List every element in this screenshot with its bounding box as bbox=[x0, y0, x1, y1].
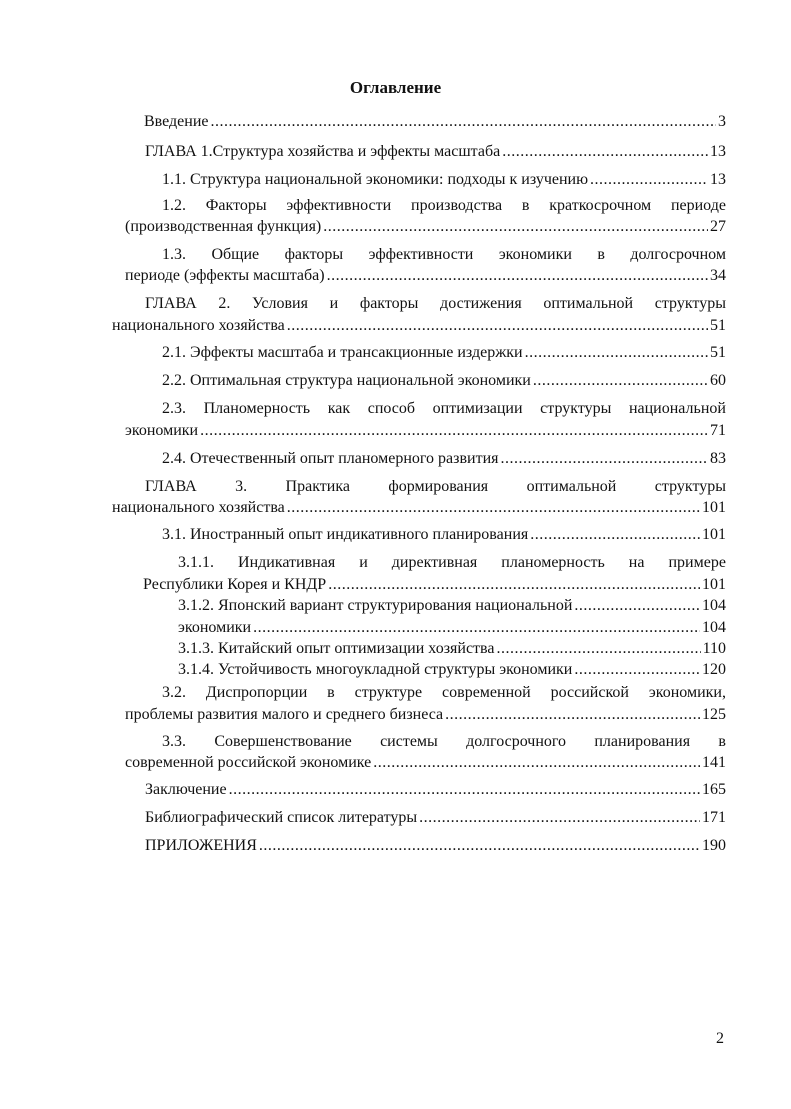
word: системы bbox=[380, 733, 438, 750]
word: экономики bbox=[498, 246, 572, 263]
toc-text: национального хозяйства bbox=[112, 499, 285, 516]
toc-entry-3-3-line1[interactable] bbox=[162, 731, 726, 753]
leader-dots bbox=[287, 315, 708, 337]
toc-text: Введение bbox=[144, 113, 209, 130]
word: структуры bbox=[540, 400, 612, 417]
word: долгосрочном bbox=[630, 246, 726, 263]
toc-text: ПРИЛОЖЕНИЯ bbox=[145, 837, 257, 854]
word: ГЛАВА bbox=[145, 478, 197, 495]
leader-dots bbox=[373, 752, 700, 774]
toc-entry-2-2[interactable] bbox=[162, 370, 726, 392]
word: периоде bbox=[670, 197, 726, 214]
word: примере bbox=[668, 554, 726, 571]
word: факторы bbox=[359, 295, 419, 312]
toc-text: 3.1. Иностранный опыт индикативного планирования bbox=[162, 526, 529, 543]
toc-page: 101 bbox=[702, 576, 726, 593]
word: способ bbox=[367, 400, 416, 417]
page-title: Оглавление bbox=[349, 78, 442, 97]
toc-entry-3-1-4[interactable] bbox=[178, 659, 726, 681]
toc-page: 101 bbox=[702, 499, 726, 516]
word: 1.3. bbox=[162, 246, 186, 263]
toc-text: проблемы развития малого и среднего бизнеса bbox=[125, 706, 444, 723]
toc-entry-1-3-line1[interactable] bbox=[162, 244, 726, 266]
toc-entry-3-1-1-line1[interactable] bbox=[178, 552, 726, 574]
word: производства bbox=[411, 197, 503, 214]
toc-text: экономики bbox=[125, 422, 199, 439]
toc-page: 51 bbox=[710, 317, 726, 334]
toc-entry-2-3-line2[interactable] bbox=[125, 420, 726, 442]
word: национальной bbox=[628, 400, 726, 417]
toc-text: (производственная функция) bbox=[125, 218, 322, 235]
word: Условия bbox=[251, 295, 308, 312]
word: достижения bbox=[440, 295, 522, 312]
toc-entry-chapter-2-line2[interactable] bbox=[112, 315, 726, 337]
toc-text: 2.1. Эффекты масштаба и трансакционные издержки bbox=[162, 344, 523, 361]
toc-text: национального хозяйства bbox=[112, 317, 285, 334]
leader-dots bbox=[287, 497, 700, 519]
word: Практика bbox=[285, 478, 350, 495]
word: 3. bbox=[235, 478, 248, 495]
toc-entry-2-3-line1[interactable] bbox=[162, 398, 726, 420]
word: оптимизации bbox=[432, 400, 523, 417]
word: Диспропорции bbox=[205, 684, 308, 701]
toc-entry-bibliography[interactable] bbox=[145, 807, 726, 829]
toc-text: Заключение bbox=[145, 781, 227, 798]
toc-text: ГЛАВА 1.Структура хозяйства и эффекты масштаба bbox=[145, 143, 501, 160]
word: современной bbox=[442, 684, 531, 701]
leader-dots bbox=[501, 448, 708, 470]
toc-entry-chapter-1[interactable] bbox=[145, 141, 726, 163]
leader-dots bbox=[200, 420, 708, 442]
leader-dots bbox=[229, 779, 700, 801]
word: 2.3. bbox=[162, 400, 186, 417]
word: российской bbox=[550, 684, 629, 701]
toc-entry-1-2-line2[interactable] bbox=[125, 216, 726, 238]
toc-page: 13 bbox=[710, 171, 726, 188]
word: структуре bbox=[354, 684, 423, 701]
word: 3.3. bbox=[162, 733, 186, 750]
word: как bbox=[327, 400, 351, 417]
word: структуры bbox=[654, 295, 726, 312]
leader-dots bbox=[253, 617, 700, 639]
toc-entry-conclusion[interactable] bbox=[145, 779, 726, 801]
word: факторы bbox=[284, 246, 344, 263]
leader-dots bbox=[259, 835, 700, 857]
toc-entry-1-3-line2[interactable] bbox=[125, 265, 726, 287]
toc-page: 171 bbox=[702, 809, 726, 826]
toc-page: 165 bbox=[702, 781, 726, 798]
toc-text: 3.1.2. Японский вариант структурирования национальной bbox=[178, 597, 573, 614]
toc-page: 51 bbox=[710, 344, 726, 361]
word: оптимальной bbox=[543, 295, 634, 312]
toc-entry-chapter-3-line1[interactable] bbox=[145, 476, 726, 498]
toc-entry-1-1[interactable] bbox=[162, 169, 726, 191]
word: структуры bbox=[654, 478, 726, 495]
word: Планомерность bbox=[203, 400, 311, 417]
word: Совершенствование bbox=[214, 733, 352, 750]
word: Индикативная bbox=[238, 554, 336, 571]
word: и bbox=[359, 554, 368, 571]
toc-page: 71 bbox=[710, 422, 726, 439]
leader-dots bbox=[419, 807, 700, 829]
page-number: 2 bbox=[716, 1030, 724, 1047]
toc-entry-3-2-line1[interactable] bbox=[162, 682, 726, 704]
toc-page: 60 bbox=[710, 372, 726, 389]
word: планомерность bbox=[501, 554, 605, 571]
toc-text: Библиографический список литературы bbox=[145, 809, 418, 826]
word: краткосрочном bbox=[549, 197, 652, 214]
word: оптимальной bbox=[526, 478, 617, 495]
word: и bbox=[329, 295, 339, 312]
word: на bbox=[628, 554, 645, 571]
leader-dots bbox=[327, 265, 708, 287]
toc-page: 104 bbox=[702, 619, 726, 636]
toc-page: 3 bbox=[718, 113, 726, 130]
toc-text: 3.1.3. Китайский опыт оптимизации хозяйства bbox=[178, 640, 495, 657]
toc-entry-3-3-line2[interactable] bbox=[125, 752, 726, 774]
word: ГЛАВА bbox=[145, 295, 197, 312]
leader-dots bbox=[211, 111, 717, 133]
leader-dots bbox=[533, 370, 708, 392]
word: 1.2. bbox=[162, 197, 186, 214]
toc-page: 83 bbox=[710, 450, 726, 467]
toc-page: 141 bbox=[702, 754, 726, 771]
toc-text: 2.2. Оптимальная структура национальной экономики bbox=[162, 372, 531, 389]
toc-page: 104 bbox=[702, 597, 726, 614]
word: эффективности bbox=[368, 246, 474, 263]
toc-text: 2.4. Отечественный опыт планомерного развития bbox=[162, 450, 499, 467]
word: Общие bbox=[211, 246, 260, 263]
toc-entry-appendix[interactable] bbox=[145, 835, 726, 857]
toc-page: 101 bbox=[702, 526, 726, 543]
word: эффективности bbox=[286, 197, 392, 214]
toc-page: 125 bbox=[702, 706, 726, 723]
word: Факторы bbox=[205, 197, 267, 214]
toc-entry-2-4[interactable] bbox=[162, 448, 726, 470]
toc-page: 190 bbox=[702, 837, 726, 854]
toc-text: современной российской экономике bbox=[125, 754, 372, 771]
leader-dots bbox=[328, 574, 700, 596]
leader-dots bbox=[445, 704, 700, 726]
word: в bbox=[327, 684, 335, 701]
toc-page: 120 bbox=[702, 661, 726, 678]
leader-dots bbox=[530, 524, 700, 546]
toc-page: 27 bbox=[710, 218, 726, 235]
toc-text: периоде (эффекты масштаба) bbox=[125, 267, 325, 284]
leader-dots bbox=[502, 141, 708, 163]
word: формирования bbox=[388, 478, 489, 495]
word: планирования bbox=[594, 733, 691, 750]
leader-dots bbox=[323, 216, 708, 238]
toc-entry-3-1-3[interactable] bbox=[178, 638, 726, 660]
toc-entry-3-1-2-cont[interactable] bbox=[178, 617, 726, 639]
toc-entry-intro[interactable] bbox=[144, 111, 726, 133]
toc-text: экономики bbox=[178, 619, 252, 636]
word: в bbox=[597, 246, 605, 263]
word: в bbox=[521, 197, 530, 214]
leader-dots bbox=[574, 659, 700, 681]
word: экономики, bbox=[648, 684, 726, 701]
word: 3.2. bbox=[162, 684, 186, 701]
toc-entry-chapter-2-line1[interactable] bbox=[145, 293, 726, 315]
toc-entry-3-1-2[interactable] bbox=[178, 595, 726, 617]
toc-entry-1-2-line1[interactable] bbox=[162, 195, 726, 217]
toc-page: 13 bbox=[710, 143, 726, 160]
toc-text: 1.1. Структура национальной экономики: подходы к изучению bbox=[162, 171, 589, 188]
leader-dots bbox=[496, 638, 700, 660]
toc-entry-3-1[interactable] bbox=[162, 524, 726, 546]
word: 2. bbox=[218, 295, 231, 312]
leader-dots bbox=[525, 342, 708, 364]
word: директивная bbox=[391, 554, 478, 571]
toc-entry-3-1-1-line2[interactable] bbox=[143, 574, 726, 596]
leader-dots bbox=[590, 169, 708, 191]
toc-entry-2-1[interactable] bbox=[162, 342, 726, 364]
word: долгосрочного bbox=[466, 733, 567, 750]
toc-entry-chapter-3-line2[interactable] bbox=[112, 497, 726, 519]
word: 3.1.1. bbox=[178, 554, 214, 571]
toc-text: 3.1.4. Устойчивость многоукладной структуры экономики bbox=[178, 661, 573, 678]
toc-page: 34 bbox=[710, 267, 726, 284]
toc-page: 110 bbox=[702, 640, 726, 657]
word: в bbox=[718, 733, 726, 750]
toc-entry-3-2-line2[interactable] bbox=[125, 704, 726, 726]
toc-text: Республики Корея и КНДР bbox=[143, 576, 327, 593]
leader-dots bbox=[574, 595, 700, 617]
